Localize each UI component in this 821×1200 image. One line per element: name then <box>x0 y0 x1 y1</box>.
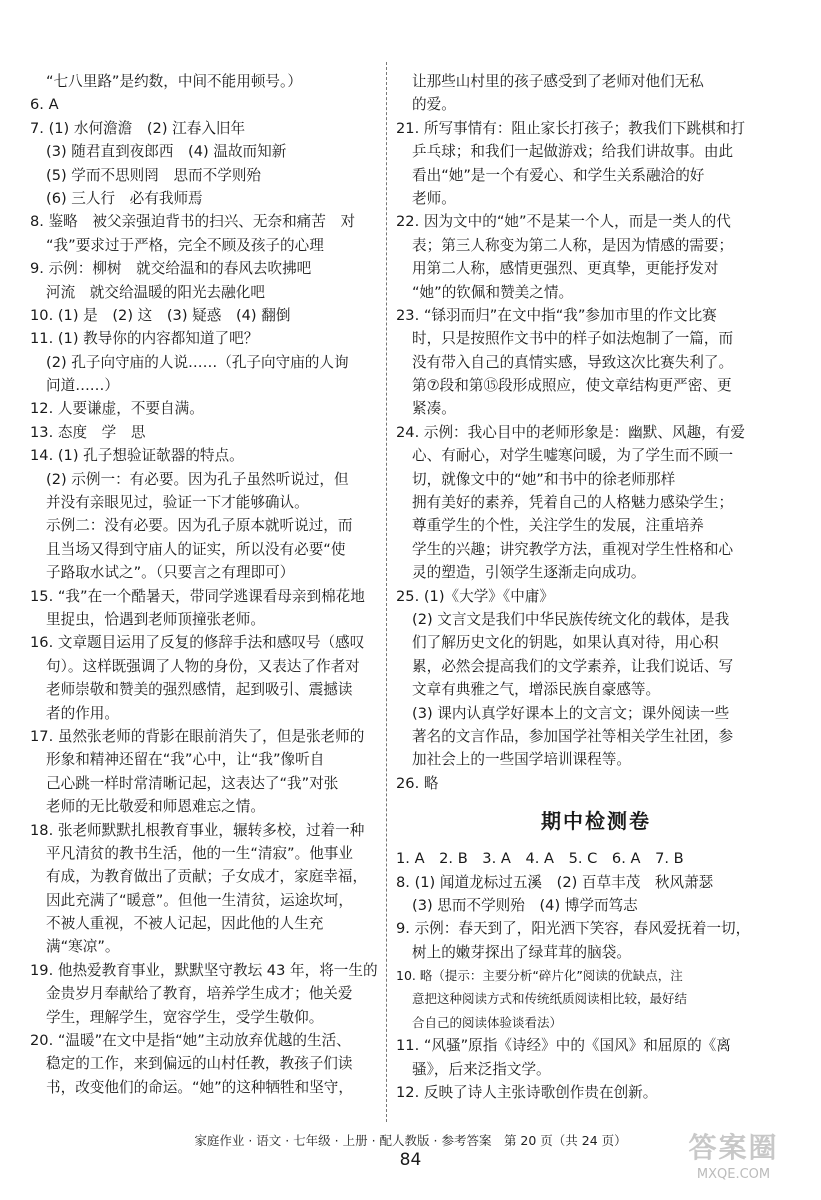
answer-line: 21. 所写事情有：阻止家长打孩子；教我们下跳棋和打 <box>396 119 745 137</box>
answer-line: 尊重学生的个性，关注学生的发展，注重培养 <box>412 517 704 535</box>
answer-line: 紧凑。 <box>412 400 456 418</box>
answer-line: 不被人重视，不被人记起，因此他的人生充 <box>46 915 324 933</box>
page-footer: 家庭作业 · 语文 · 七年级 · 上册 · 配人教版 · 参考答案 第 20 页（共 24 页） <box>194 1133 627 1148</box>
answer-line: 26. 略 <box>396 774 439 792</box>
answer-line: 平凡清贫的教书生活，他的一生“清寂”。他事业 <box>46 844 353 862</box>
answer-line: 老师崇敬和赞美的强烈感情，起到吸引、震撼读 <box>46 681 353 699</box>
answer-line: 乒乓球；和我们一起做游戏；给我们讲故事。由此 <box>412 143 734 161</box>
watermark-logo-text: 答案圈 <box>688 1131 779 1164</box>
answer-line: 8. (1) 闻道龙标过五溪 (2) 百草丰茂 秋风萧瑟 <box>396 873 714 891</box>
answer-line: 学生，理解学生，宽容学生，受学生敬仰。 <box>46 1008 324 1026</box>
answer-line: “她”的钦佩和赞美之情。 <box>412 283 574 301</box>
answer-line: 学生的兴趣；讲究教学方法，重视对学生性格和心 <box>412 540 734 558</box>
answer-line: 累，必然会提高我们的文学素养，让我们说话、写 <box>412 657 734 675</box>
answer-line: 14. (1) 孔子想验证欹器的特点。 <box>30 447 244 465</box>
answer-line: 20. “温暖”在文中是指“她”主动放弃优越的生活、 <box>30 1032 351 1050</box>
answer-line: 17. 虽然张老师的背影在眼前消失了，但是张老师的 <box>30 727 365 745</box>
answer-line: (3) 随君直到夜郎西 (4) 温故而知新 <box>46 143 287 161</box>
answer-line: (3) 课内认真学好课本上的文言文；课外阅读一些 <box>412 704 730 722</box>
answer-line: 书，改变他们的命运。“她”的这种牺牲和坚守， <box>46 1078 353 1096</box>
answer-line: 23. “铩羽而归”在文中指“我”参加市里的作文比赛 <box>396 306 717 324</box>
column-divider <box>386 62 387 1122</box>
right-answers-top <box>396 70 796 795</box>
answer-line: 时，只是按照作文书中的样子如法炮制了一篇，而 <box>412 330 734 348</box>
answer-line: (2) 文言文是我们中华民族传统文化的载体，是我 <box>412 610 730 628</box>
answer-line: 老师。 <box>412 189 456 207</box>
answer-line: 著名的文言作品，参加国学社等相关学生社团，参 <box>412 727 734 745</box>
answer-line: 10. (1) 是 (2) 这 (3) 疑惑 (4) 翻倒 <box>30 306 291 324</box>
answer-line: 用第二人称，感情更强烈、更真挚，更能抒发对 <box>412 260 719 278</box>
answer-line: 让那些山村里的孩子感受到了老师对他们无私 <box>412 73 704 90</box>
answer-line: 19. 他热爱教育事业，默默坚守教坛 43 年，将一生的 <box>30 961 378 979</box>
answer-line: 因此充满了“暖意”。但他一生清贫，运途坎坷， <box>46 891 353 909</box>
answer-line: 的爱。 <box>412 96 456 114</box>
answer-line: 7. (1) 水何澹澹 (2) 江春入旧年 <box>30 119 246 137</box>
answer-line: 6. A <box>30 96 59 114</box>
answer-line: 12. 反映了诗人主张诗歌创作贵在创新。 <box>396 1084 658 1102</box>
watermark-logo <box>666 1130 801 1190</box>
answer-line: 老师的无比敬爱和师恩难忘之情。 <box>46 798 265 816</box>
right-column <box>396 70 796 1104</box>
answer-line: 8. 鉴略 被父亲强迫背书的扫兴、无奈和痛苦 对 <box>30 213 356 231</box>
answer-line: 切，就像文中的“她”和书中的徐老师那样 <box>412 470 676 488</box>
answer-line: 合自己的阅读体验谈看法） <box>412 1014 563 1030</box>
answer-line: 15. “我”在一个酷暑天，带同学逃课看母亲到棉花地 <box>30 587 365 605</box>
answer-line: 形象和精神还留在“我”心中，让“我”像听自 <box>46 751 325 769</box>
answer-line: 看出“她”是一个有爱心、和学生关系融洽的好 <box>412 166 705 184</box>
answer-line: 16. 文章题目运用了反复的修辞手法和感叹号（感叹 <box>30 634 365 652</box>
answer-line: (2) 示例一：有必要。因为孔子虽然听说过，但 <box>46 470 349 488</box>
answer-line: 9. 示例：春天到了，阳光洒下笑容，春风爱抚着一切， <box>396 920 751 938</box>
answer-line: 11. “风骚”原指《诗经》中的《国风》和屈原的《离 <box>396 1037 731 1055</box>
answer-line: 文章有典雅之气，增添民族自豪感等。 <box>412 681 661 699</box>
answer-line: 骚》，后来泛指文学。 <box>412 1060 551 1078</box>
answer-line: 第⑦段和第⑮段形成照应，使文章结构更严密、更 <box>412 377 732 395</box>
watermark-url: MXQE.COM <box>696 1167 771 1182</box>
answer-line: 者的作用。 <box>46 704 119 722</box>
answer-line: 里捉虫，恰遇到老师顶撞张老师。 <box>46 610 265 628</box>
answer-line: 心、有耐心，对学生嘘寒问暖，为了学生而不顾一 <box>412 447 734 465</box>
answer-line: (2) 孔子向守庙的人说……（孔子向守庙的人询 <box>46 353 349 371</box>
answer-line: 并没有亲眼见过，验证一下才能够确认。 <box>46 494 309 512</box>
answer-line: “我”要求过于严格，完全不顾及孩子的心理 <box>46 236 324 254</box>
answer-line: 且当场又得到守庙人的证实，所以没有必要“使 <box>46 540 346 558</box>
answer-line: 示例二：没有必要。因为孔子原本就听说过，而 <box>46 517 353 535</box>
answer-line: 灵的塑造，引领学生逐渐走向成功。 <box>412 564 646 582</box>
answer-line: 子路取水试之”。（只要言之有理即可） <box>46 564 295 582</box>
answer-line: (6) 三人行 必有我师焉 <box>46 189 203 207</box>
answer-line: 问道……） <box>46 377 119 395</box>
answer-line: 加社会上的一些国学培训课程等。 <box>412 751 631 769</box>
answer-line: 河流 就交给温暖的阳光去融化吧 <box>46 283 265 301</box>
answer-line: 没有带入自己的真情实感，导致这次比赛失利了。 <box>412 353 734 371</box>
answer-line: 1. A 2. B 3. A 4. A 5. C 6. A 7. B <box>396 850 684 868</box>
answer-line: 24. 示例：我心目中的老师形象是：幽默、风趣，有爱 <box>396 423 745 441</box>
answer-line: 9. 示例：柳树 就交给温和的春风去吹拂吧 <box>30 260 312 278</box>
answer-line: 意把这种阅读方式和传统纸质阅读相比较，最好结 <box>412 991 688 1007</box>
answer-line: 22. 因为文中的“她”不是某一个人，而是一类人的代 <box>396 213 731 231</box>
page-number: 84 <box>399 1150 422 1170</box>
answer-line: “七八里路”是约数，中间不能用顿号。） <box>46 73 302 90</box>
answer-line: 13. 态度 学 思 <box>30 423 146 441</box>
answer-line: (5) 学而不思则罔 思而不学则殆 <box>46 166 262 184</box>
answer-line: 树上的嫩芽探出了绿茸茸的脑袋。 <box>412 943 631 961</box>
answer-line: 表；第三人称变为第二人称，是因为情感的需要； <box>412 236 734 254</box>
right-answers-bottom <box>396 847 796 1104</box>
answer-line: 25. (1)《大学》《中庸》 <box>396 587 554 605</box>
answer-line: 11. (1) 教导你的内容都知道了吧？ <box>30 330 259 348</box>
answer-line: 己心跳一样时常清晰记起，这表达了“我”对张 <box>46 774 339 792</box>
answer-line: 句）。这样既强调了人物的身份，又表达了作者对 <box>46 657 360 675</box>
left-column <box>30 70 378 1099</box>
answer-line: 满“寒凉”。 <box>46 938 120 956</box>
answer-line: 有成，为教育做出了贡献；子女成才，家庭幸福， <box>46 868 368 886</box>
answer-line: 金贵岁月奉献给了教育，培养学生成才；他关爱 <box>46 985 353 1003</box>
answer-line: 们了解历史文化的钥匙，如果认真对待，用心积 <box>412 634 719 652</box>
answer-line: 18. 张老师默默扎根教育事业，辗转多校，过着一种 <box>30 821 365 839</box>
answer-line: 10. 略（提示：主要分析“碎片化”阅读的优缺点，注 <box>396 968 683 984</box>
section-title: 期中检测卷 <box>541 809 651 834</box>
answer-line: 拥有美好的素养，凭着自己的人格魅力感染学生； <box>412 494 734 512</box>
answer-line: (3) 思而不学则殆 (4) 博学而笃志 <box>412 896 638 914</box>
answer-line: 12. 人要谦虚，不要自满。 <box>30 400 204 418</box>
answer-line: 稳定的工作，来到偏远的山村任教，教孩子们读 <box>46 1055 353 1073</box>
